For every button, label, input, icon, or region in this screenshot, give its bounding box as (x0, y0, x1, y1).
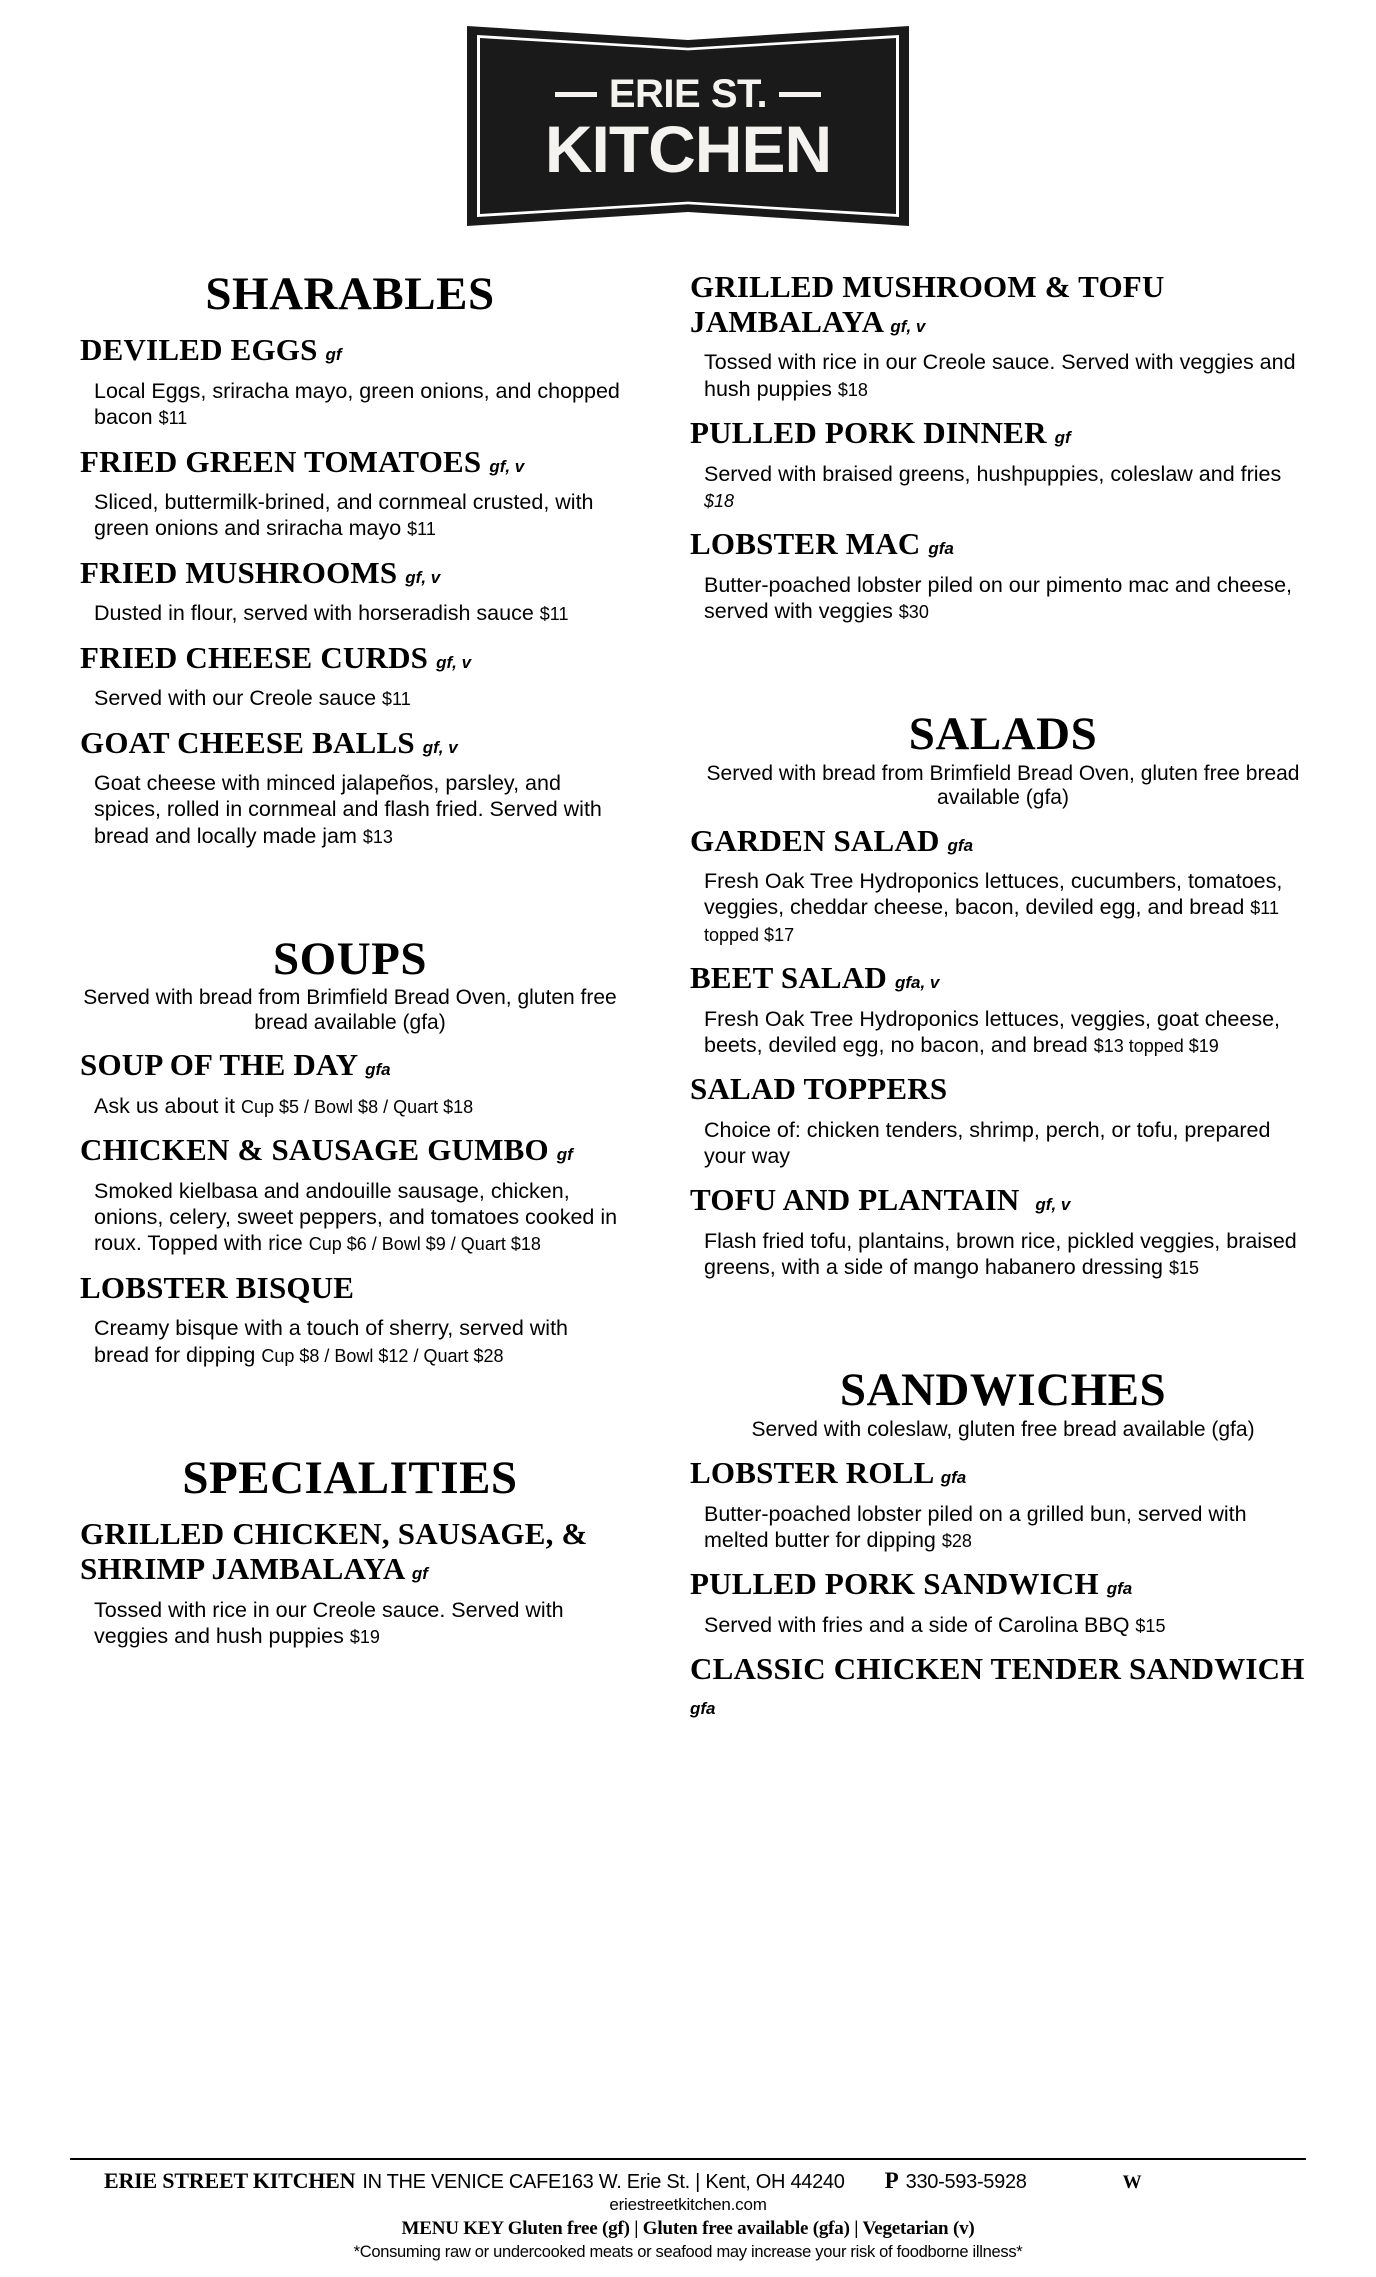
item-diet-tag: gfa (947, 835, 974, 855)
item-description (690, 461, 1316, 513)
item-description (80, 489, 620, 541)
item-diet-tag: gf, v (489, 456, 525, 476)
item-title: GOAT CHEESE BALLS (80, 725, 415, 760)
logo-kitchen: KITCHEN (544, 112, 832, 187)
item-price: $11 (158, 408, 188, 429)
footer-phone: 330-593-5928 (905, 2170, 1027, 2193)
footer-address: IN THE VENICE CAFE163 W. Erie St. | Kent, OH 44240 (362, 2170, 845, 2193)
item-name (80, 1133, 620, 1168)
menu-item (80, 445, 620, 542)
spacer (80, 1368, 620, 1454)
logo-erie-st: ERIE ST. (608, 72, 768, 117)
section-title-salads: SALADS (908, 708, 1098, 761)
menu-columns (0, 270, 1376, 1722)
item-name (690, 1652, 1316, 1721)
item-description-text: Flash fried tofu, plantains, brown rice, pickled veggies, braised greens, with a side of mango habanero dressing (704, 1228, 1297, 1280)
footer-contact-line (0, 2168, 1376, 2194)
item-description (80, 685, 620, 711)
section-sharables (80, 270, 620, 849)
logo-dash-right-icon (779, 92, 821, 97)
menu-item (690, 527, 1316, 624)
item-title: FRIED GREEN TOMATOES (80, 444, 482, 479)
item-description (690, 868, 1316, 947)
logo-dash-left-icon (555, 92, 597, 97)
section-subtitle-sandwiches: Served with coleslaw, gluten free bread available (gfa) (751, 1417, 1255, 1441)
item-diet-tag: gf, v (1035, 1195, 1071, 1215)
item-title: DEVILED EGGS (80, 333, 318, 368)
item-description (690, 1612, 1316, 1638)
item-description (80, 1178, 620, 1257)
menu-item (690, 270, 1316, 402)
logo-banner-shape (467, 26, 909, 226)
section-subtitle-soups: Served with bread from Brimfield Bread Oven, gluten free bread available (gfa) (83, 986, 617, 1034)
menu-item (690, 1456, 1316, 1553)
menu-item (80, 1048, 620, 1119)
item-price: $13 (362, 826, 393, 847)
item-price: Cup $6 / Bowl $9 / Quart $18 (308, 1234, 541, 1255)
item-name (690, 824, 1316, 859)
item-diet-tag: gf (1054, 427, 1071, 447)
item-description (80, 770, 620, 849)
menu-item (690, 1652, 1316, 1721)
spacer (80, 849, 620, 935)
item-name (80, 641, 620, 676)
item-title: CLASSIC CHICKEN TENDER SANDWICH (690, 1652, 1305, 1687)
section-subtitle-salads: Served with bread from Brimfield Bread Oven, gluten free bread available (gfa) (706, 761, 1300, 809)
item-name (80, 1271, 620, 1306)
item-description (690, 1117, 1316, 1169)
item-price: $11 (407, 519, 436, 540)
item-name (690, 1567, 1316, 1602)
item-price: $13 topped $19 (1093, 1035, 1219, 1056)
item-price: Cup $8 / Bowl $12 / Quart $28 (261, 1345, 504, 1366)
menu-item (80, 333, 620, 430)
item-diet-tag: gf, v (422, 737, 458, 757)
item-title: LOBSTER ROLL (690, 1456, 933, 1491)
item-description (80, 600, 620, 626)
item-title: FRIED MUSHROOMS (80, 555, 398, 590)
menu-item (80, 1517, 620, 1649)
item-name (690, 527, 1316, 562)
item-name (690, 1456, 1316, 1491)
item-price: $19 (349, 1626, 380, 1647)
footer-website[interactable]: eriestreetkitchen.com (609, 2194, 767, 2214)
item-price: $28 (941, 1531, 972, 1552)
item-diet-tag: gfa (1106, 1579, 1133, 1599)
item-price: $18 (837, 379, 868, 400)
item-name (80, 333, 620, 368)
item-name (690, 416, 1316, 451)
item-title: TOFU AND PLANTAIN (690, 1183, 1020, 1218)
item-description-text: Goat cheese with minced jalapeños, parsley, and spices, rolled in cornmeal and flash fried. Served with bread and locally made jam (94, 771, 602, 848)
menu-item (690, 824, 1316, 947)
section-soups (80, 932, 620, 1368)
item-description-text: Dusted in flour, served with horseradish sauce (94, 601, 540, 626)
item-title: LOBSTER MAC (690, 527, 921, 562)
item-title: GRILLED CHICKEN, SAUSAGE, & SHRIMP JAMBALAYA (80, 1517, 588, 1586)
item-description-text: Butter-poached lobster piled on a grilled bun, served with melted butter for dipping (704, 1501, 1247, 1553)
item-description (80, 1597, 620, 1649)
item-diet-tag: gf, v (405, 567, 441, 587)
menu-item (80, 726, 620, 849)
item-description-text: Creamy bisque with a touch of sherry, served with bread for dipping (94, 1316, 568, 1367)
item-diet-tag: gfa (690, 1698, 716, 1718)
item-diet-tag: gfa (365, 1060, 391, 1080)
item-title: GRILLED MUSHROOM & TOFU JAMBALAYA (690, 270, 1165, 339)
menu-item (80, 641, 620, 712)
item-description-text: Butter-poached lobster piled on our pimento mac and cheese, served with veggies (704, 572, 1293, 623)
item-description-text: Fresh Oak Tree Hydroponics lettuces, veggies, goat cheese, beets, deviled egg, no bacon, and bread (704, 1006, 1281, 1057)
item-name (80, 726, 620, 761)
section-title-sharables: SHARABLES (205, 268, 495, 320)
menu-item (80, 556, 620, 627)
item-diet-tag: gfa, v (894, 972, 940, 992)
menu-item (690, 1183, 1316, 1280)
item-description-text: Tossed with rice in our Creole sauce. Served with veggies and hush puppies (94, 1597, 564, 1648)
menu-column-right (640, 270, 1376, 1722)
section-sandwiches (690, 1366, 1316, 1721)
footer-brand: ERIE STREET KITCHEN (104, 2167, 356, 2193)
item-title: SALAD TOPPERS (690, 1072, 948, 1107)
section-title-soups: SOUPS (273, 932, 427, 985)
item-price: $11 (382, 689, 411, 710)
item-description-text: Served with fries and a side of Carolina BBQ (704, 1612, 1136, 1637)
item-description-text: Fresh Oak Tree Hydroponics lettuces, cucumbers, tomatoes, veggies, cheddar cheese, bacon, deviled egg, and bread (704, 869, 1283, 920)
item-name (80, 1517, 620, 1586)
item-title: PULLED PORK DINNER (690, 415, 1047, 450)
item-description (690, 349, 1316, 401)
item-diet-tag: gf, v (890, 316, 926, 336)
section-salads (690, 710, 1316, 1280)
logo-top-line (555, 72, 821, 117)
item-name (80, 556, 620, 591)
section-title-specialities: SPECIALITIES (182, 1451, 518, 1504)
menu-item (690, 416, 1316, 513)
item-title: BEET SALAD (690, 960, 887, 995)
item-title: GARDEN SALAD (690, 823, 940, 858)
menu-item (690, 1072, 1316, 1169)
phone-label: P (884, 2167, 899, 2193)
item-diet-tag: gf (411, 1563, 428, 1583)
item-name (690, 1072, 1316, 1107)
item-description (80, 1315, 620, 1367)
item-price: $30 (898, 601, 929, 622)
restaurant-logo (0, 26, 1376, 226)
item-diet-tag: gf (556, 1145, 573, 1165)
item-description-text: Sliced, buttermilk-brined, and cornmeal crusted, with green onions and sriracha mayo (94, 490, 594, 541)
spacer (690, 624, 1316, 710)
item-name (690, 1183, 1316, 1218)
menu-item (690, 1567, 1316, 1638)
website-label: W (1122, 2171, 1142, 2193)
item-name (690, 270, 1316, 339)
item-name (690, 961, 1316, 996)
item-description-text: Served with braised greens, hushpuppies, coleslaw and fries (704, 461, 1282, 486)
item-price: $15 (1135, 1615, 1166, 1636)
item-diet-tag: gfa (940, 1468, 967, 1488)
menu-column-left (0, 270, 640, 1722)
item-diet-tag: gf, v (436, 652, 472, 672)
item-description-text: Served with our Creole sauce (94, 686, 383, 711)
item-name (80, 445, 620, 480)
footer-menu-key: MENU KEY Gluten free (gf) | Gluten free available (gfa) | Vegetarian (v) (401, 2217, 975, 2239)
item-description (80, 1093, 620, 1119)
item-name (80, 1048, 620, 1083)
footer-divider (70, 2158, 1306, 2160)
item-description (690, 572, 1316, 624)
menu-item (80, 1271, 620, 1368)
footer-disclaimer: *Consuming raw or undercooked meats or seafood may increase your risk of foodborne illness* (353, 2242, 1023, 2261)
item-description (80, 378, 620, 430)
item-description-text: Smoked kielbasa and andouille sausage, chicken, onions, celery, sweet peppers, and tomatoes cooked in roux. Topped with rice (94, 1178, 618, 1256)
item-description (690, 1501, 1316, 1553)
item-description-text: Local Eggs, sriracha mayo, green onions, and chopped bacon (94, 379, 620, 430)
item-title: LOBSTER BISQUE (80, 1270, 355, 1305)
item-price: Cup $5 / Bowl $8 / Quart $18 (241, 1096, 474, 1117)
spacer (690, 1280, 1316, 1366)
logo-text-group (467, 26, 909, 226)
item-diet-tag: gfa (928, 539, 954, 559)
item-description-text: Tossed with rice in our Creole sauce. Served with veggies and hush puppies (704, 350, 1296, 401)
section-specialities-continued (690, 270, 1316, 624)
item-description-text: Choice of: chicken tenders, shrimp, perch, or tofu, prepared your way (704, 1117, 1271, 1168)
item-title: CHICKEN & SAUSAGE GUMBO (80, 1133, 549, 1168)
section-specialities (80, 1451, 620, 1649)
item-price: $18 (704, 490, 735, 511)
menu-item (80, 1133, 620, 1256)
page-footer (0, 2158, 1376, 2277)
item-price: $11 (539, 604, 569, 625)
item-description (690, 1228, 1316, 1280)
item-diet-tag: gf (325, 345, 342, 365)
item-title: SOUP OF THE DAY (80, 1048, 358, 1083)
section-title-sandwiches: SANDWICHES (839, 1364, 1167, 1417)
item-price: $15 (1168, 1258, 1199, 1279)
item-description (690, 1006, 1316, 1058)
item-title: PULLED PORK SANDWICH (690, 1567, 1099, 1602)
item-price: $11 topped $17 (704, 898, 1279, 945)
menu-item (690, 961, 1316, 1058)
item-description-text: Ask us about it (94, 1093, 241, 1118)
item-title: FRIED CHEESE CURDS (80, 640, 429, 675)
